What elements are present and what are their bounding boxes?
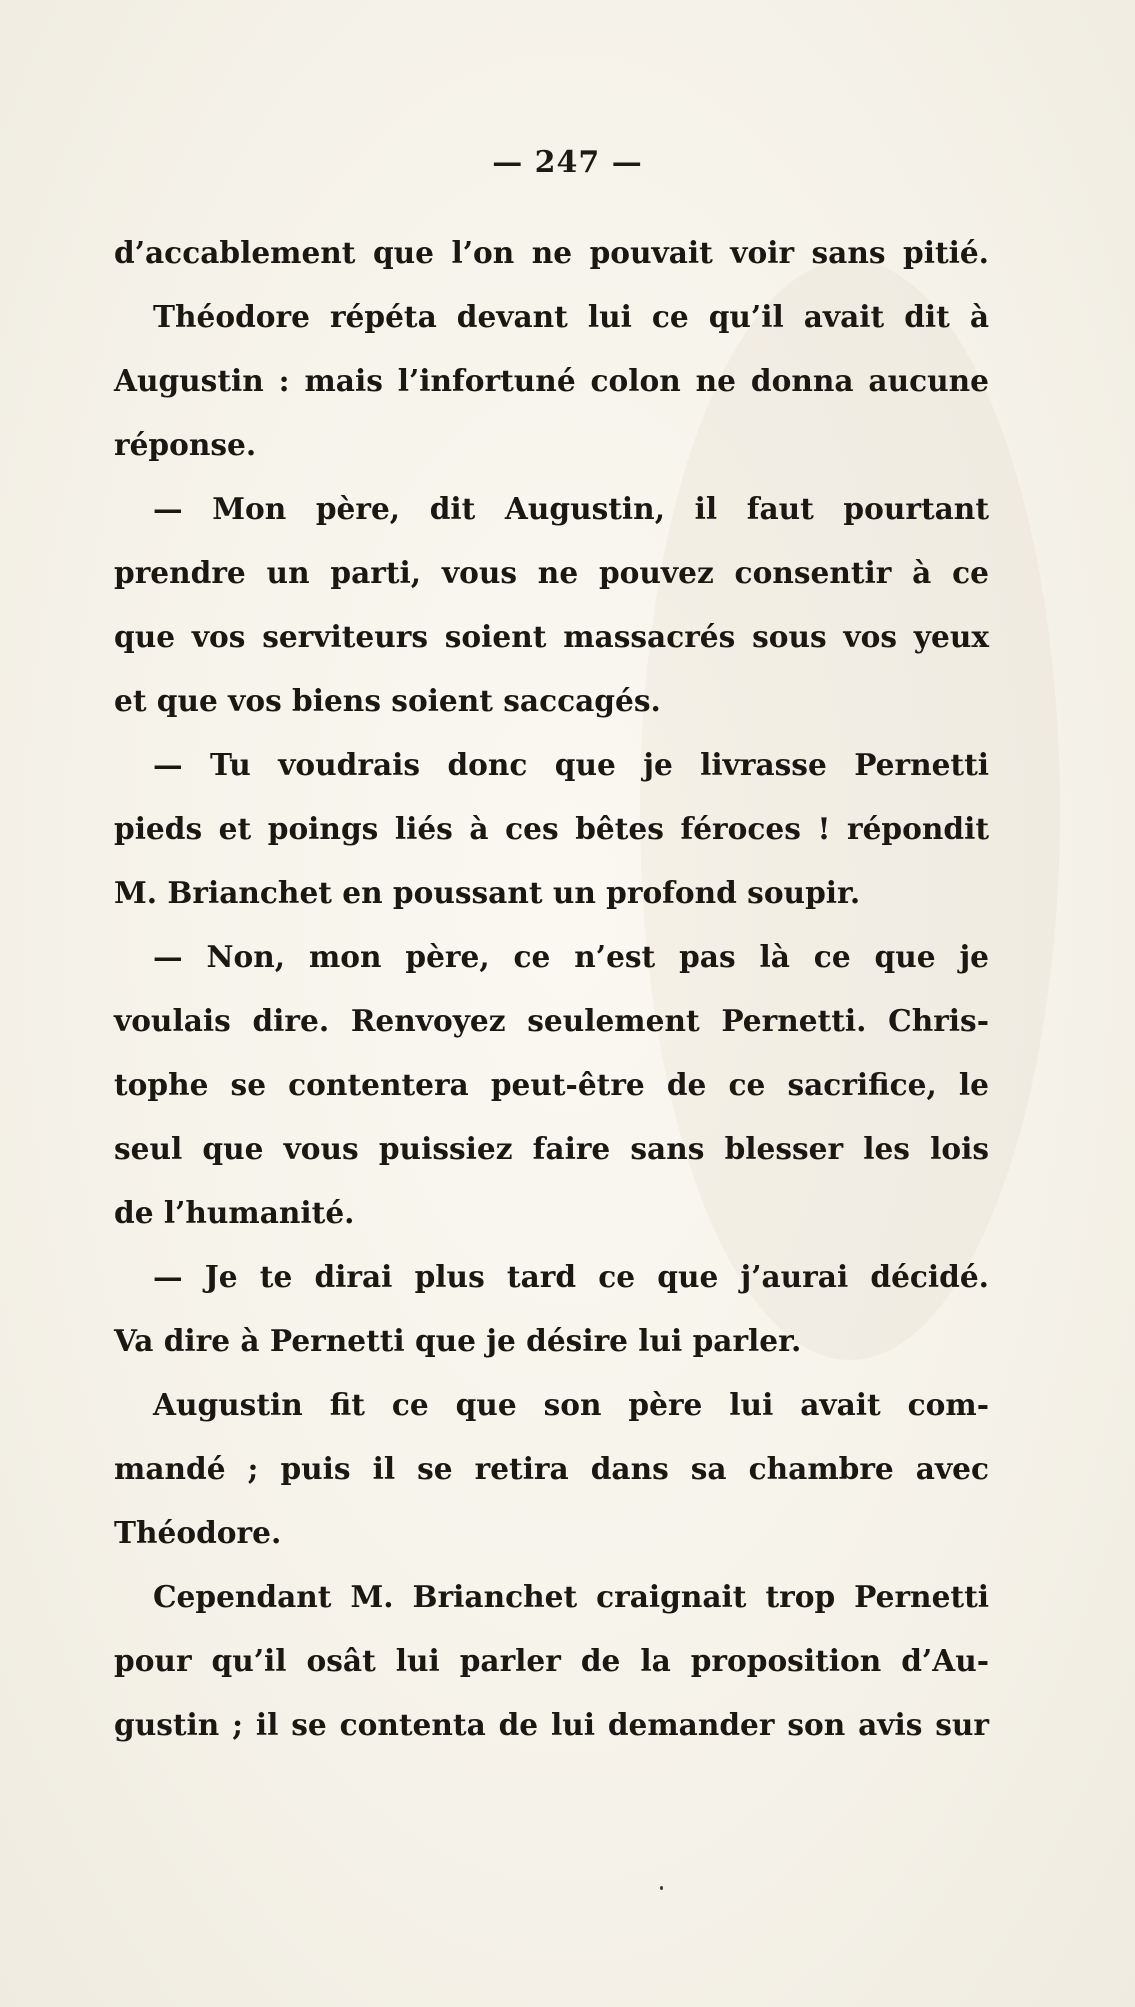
- text-line: de l’humanité.: [114, 1195, 355, 1230]
- text-line: Va dire à Pernetti que je désire lui parler.: [114, 1323, 802, 1358]
- text-line: mandé ; puis il se retira dans sa chambre avec: [114, 1451, 989, 1486]
- body-text: [114, 221, 989, 1757]
- text-line: Théodore.: [114, 1515, 282, 1550]
- text-line: — Je te dirai plus tard ce que j’aurai décidé.: [153, 1259, 989, 1294]
- text-line: et que vos biens soient saccagés.: [114, 683, 661, 718]
- text-line: gustin ; il se contenta de lui demander son avis sur: [114, 1707, 989, 1742]
- text-line: prendre un parti, vous ne pouvez consentir à ce: [114, 555, 989, 590]
- text-line: Théodore répéta devant lui ce qu’il avait dit à: [153, 299, 989, 334]
- text-line: Augustin : mais l’infortuné colon ne donna aucune: [114, 363, 989, 398]
- text-line: que vos serviteurs soient massacrés sous vos yeux: [114, 619, 989, 654]
- text-line: — Mon père, dit Augustin, il faut pourtant: [153, 491, 989, 526]
- text-line: Cependant M. Brianchet craignait trop Pernetti: [153, 1579, 989, 1614]
- text-line: Augustin fit ce que son père lui avait com-: [153, 1387, 989, 1422]
- ink-speck: [660, 1886, 663, 1890]
- text-line: voulais dire. Renvoyez seulement Pernetti. Chris-: [114, 1003, 989, 1038]
- text-line: pieds et poings liés à ces bêtes féroces ! répondit: [114, 811, 989, 846]
- page-number: — 247 —: [492, 145, 643, 180]
- text-line: seul que vous puissiez faire sans blesser les lois: [114, 1131, 989, 1166]
- text-line: tophe se contentera peut-être de ce sacrifice, le: [114, 1067, 989, 1102]
- text-line: M. Brianchet en poussant un profond soupir.: [114, 875, 861, 910]
- text-line: d’accablement que l’on ne pouvait voir sans pitié.: [114, 235, 989, 270]
- text-line: — Non, mon père, ce n’est pas là ce que je: [153, 939, 989, 974]
- text-line: réponse.: [114, 427, 257, 462]
- text-line: — Tu voudrais donc que je livrasse Pernetti: [153, 747, 989, 782]
- text-line: pour qu’il osât lui parler de la proposition d’Au-: [114, 1643, 989, 1678]
